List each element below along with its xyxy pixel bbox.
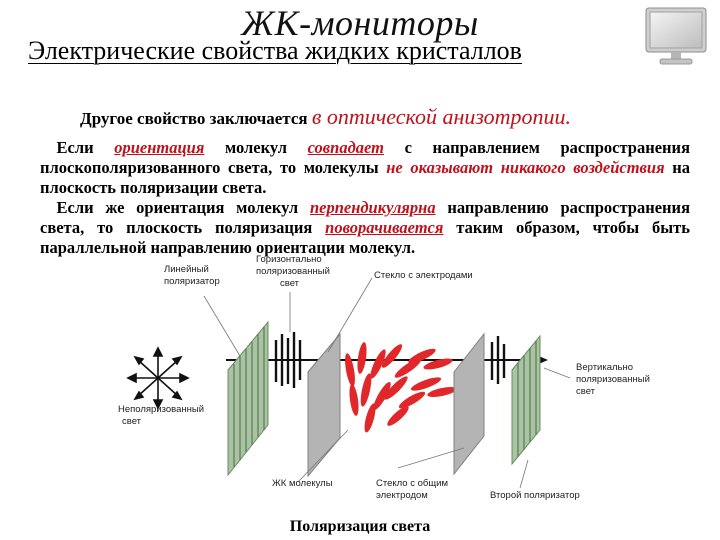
p2-term-rotates: поворачивается: [325, 218, 444, 237]
p2-text-2: направлению распространения света, то плоскость поляризация: [40, 198, 690, 237]
p1-text-3: с направлением распространения плоскополяризованного света, то молекулы: [40, 138, 690, 177]
monitor-icon: [640, 4, 712, 68]
p2-term-perpendicular: перпендикулярна: [309, 198, 436, 217]
intro-line: [80, 104, 571, 130]
label-linear-polarizer: Линейный поляризатор: [164, 264, 220, 287]
label-electrode-glass: Стекло с электродами: [374, 270, 473, 281]
p1-term-coincides: совпадает: [307, 138, 384, 157]
label-horizontal-polarized: Горизонтально поляризованный свет: [256, 254, 330, 289]
p1-text-2: молекул: [204, 138, 308, 157]
p1-term-orientation: ориентация: [114, 138, 205, 157]
slide-title: ЖК-мониторы: [241, 3, 479, 43]
p1-text-4: на плоскость поляризации света.: [40, 158, 690, 197]
label-second-polarizer: Второй поляризатор: [490, 490, 580, 501]
slide-subtitle: Электрические свойства жидких кристаллов: [28, 36, 522, 65]
unpolarized-light-icon: [128, 348, 188, 408]
p2-text-3: таким образом, чтобы быть параллельной направлению ориентации молекул.: [40, 218, 691, 257]
figure-background: [108, 260, 678, 510]
p2-text-1: Если же ориентация молекул: [56, 198, 310, 217]
label-lc-molecules: ЖК молекулы: [272, 478, 333, 489]
paragraph-1: [40, 138, 690, 198]
label-unpolarized: Неполяризованный свет: [118, 404, 205, 427]
label-common-electrode-glass: Стекло с общим электродом: [376, 478, 448, 501]
p1-text-1: Если: [56, 138, 115, 157]
label-vertical-polarized: Вертикально поляризованный свет: [576, 362, 650, 397]
paragraph-2: [40, 198, 690, 258]
polarization-figure: [108, 254, 678, 510]
figure-caption: Поляризация света: [289, 518, 431, 535]
intro-accent: в оптической анизотропии.: [311, 104, 572, 129]
intro-text: Другое свойство заключается: [80, 109, 308, 128]
p1-term-no-effect: не оказывают никакого воздействия: [386, 158, 665, 177]
